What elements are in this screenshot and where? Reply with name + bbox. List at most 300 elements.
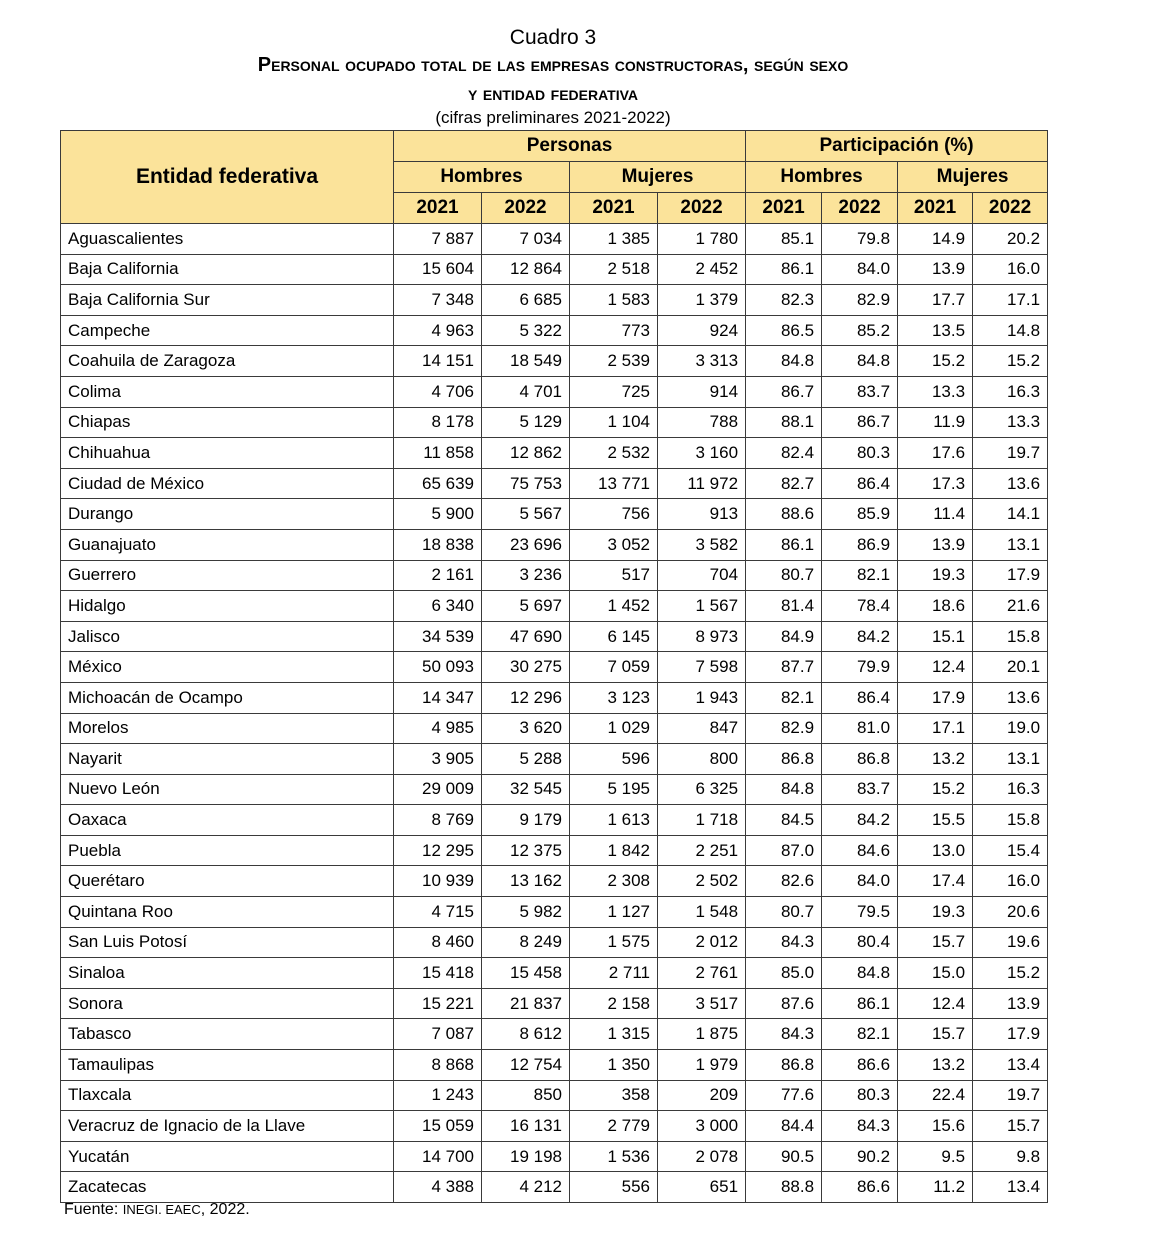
cell-value: 4 212 bbox=[482, 1172, 570, 1203]
header-participacion: Participación (%) bbox=[746, 131, 1048, 162]
cell-value: 3 160 bbox=[658, 438, 746, 469]
cell-entidad: Colima bbox=[61, 376, 394, 407]
cell-value: 1 548 bbox=[658, 897, 746, 928]
cell-value: 65 639 bbox=[394, 468, 482, 499]
cell-value: 21 837 bbox=[482, 988, 570, 1019]
cell-value: 82.1 bbox=[822, 1019, 898, 1050]
cell-value: 913 bbox=[658, 499, 746, 530]
cell-value: 19.7 bbox=[973, 438, 1048, 469]
cell-value: 84.0 bbox=[822, 254, 898, 285]
cell-value: 1 127 bbox=[570, 897, 658, 928]
cell-value: 788 bbox=[658, 407, 746, 438]
table-row bbox=[61, 805, 1048, 836]
cell-value: 34 539 bbox=[394, 621, 482, 652]
table-row bbox=[61, 682, 1048, 713]
cell-value: 13.6 bbox=[973, 468, 1048, 499]
cell-value: 16.0 bbox=[973, 254, 1048, 285]
cell-value: 85.0 bbox=[746, 958, 822, 989]
cell-value: 2 308 bbox=[570, 866, 658, 897]
table-title-line1: Personal ocupado total de las empresas constructoras, según sexo bbox=[257, 54, 849, 76]
cell-value: 15.2 bbox=[973, 958, 1048, 989]
cell-value: 84.3 bbox=[746, 1019, 822, 1050]
header-year: 2021 bbox=[898, 193, 973, 224]
cell-value: 847 bbox=[658, 713, 746, 744]
cell-value: 23 696 bbox=[482, 529, 570, 560]
cell-value: 704 bbox=[658, 560, 746, 591]
cell-value: 82.6 bbox=[746, 866, 822, 897]
cell-value: 15.2 bbox=[898, 346, 973, 377]
table-row bbox=[61, 560, 1048, 591]
cell-value: 3 620 bbox=[482, 713, 570, 744]
cell-value: 13.9 bbox=[973, 988, 1048, 1019]
cell-entidad: Baja California bbox=[61, 254, 394, 285]
cell-value: 86.8 bbox=[746, 1050, 822, 1081]
cell-value: 15.4 bbox=[973, 835, 1048, 866]
cell-value: 3 123 bbox=[570, 682, 658, 713]
cell-value: 914 bbox=[658, 376, 746, 407]
cell-value: 15.8 bbox=[973, 805, 1048, 836]
table-row bbox=[61, 621, 1048, 652]
cell-value: 15.7 bbox=[973, 1111, 1048, 1142]
cell-value: 1 315 bbox=[570, 1019, 658, 1050]
cell-value: 20.6 bbox=[973, 897, 1048, 928]
cell-value: 81.0 bbox=[822, 713, 898, 744]
table-row bbox=[61, 927, 1048, 958]
cell-value: 5 129 bbox=[482, 407, 570, 438]
cell-entidad: Puebla bbox=[61, 835, 394, 866]
cell-value: 15 458 bbox=[482, 958, 570, 989]
cell-value: 13.3 bbox=[973, 407, 1048, 438]
table-row bbox=[61, 866, 1048, 897]
cell-value: 17.3 bbox=[898, 468, 973, 499]
table-row bbox=[61, 315, 1048, 346]
cell-value: 7 087 bbox=[394, 1019, 482, 1050]
cell-value: 12 296 bbox=[482, 682, 570, 713]
cell-value: 20.2 bbox=[973, 224, 1048, 255]
cell-entidad: Campeche bbox=[61, 315, 394, 346]
cell-value: 13.9 bbox=[898, 529, 973, 560]
table-row bbox=[61, 988, 1048, 1019]
cell-value: 5 288 bbox=[482, 744, 570, 775]
cell-value: 18 549 bbox=[482, 346, 570, 377]
cell-value: 29 009 bbox=[394, 774, 482, 805]
cell-value: 1 379 bbox=[658, 285, 746, 316]
cell-value: 86.4 bbox=[822, 682, 898, 713]
cell-value: 4 985 bbox=[394, 713, 482, 744]
cell-value: 9.8 bbox=[973, 1141, 1048, 1172]
cell-value: 16.3 bbox=[973, 774, 1048, 805]
cell-entidad: Yucatán bbox=[61, 1141, 394, 1172]
cell-entidad: Quintana Roo bbox=[61, 897, 394, 928]
table-row bbox=[61, 1080, 1048, 1111]
cell-value: 2 761 bbox=[658, 958, 746, 989]
cell-value: 14.8 bbox=[973, 315, 1048, 346]
cell-value: 86.8 bbox=[746, 744, 822, 775]
cell-value: 1 979 bbox=[658, 1050, 746, 1081]
table-row bbox=[61, 652, 1048, 683]
table-header bbox=[61, 131, 1048, 224]
cell-value: 3 905 bbox=[394, 744, 482, 775]
cell-value: 1 567 bbox=[658, 591, 746, 622]
cell-value: 86.6 bbox=[822, 1172, 898, 1203]
cell-value: 80.3 bbox=[822, 438, 898, 469]
cell-value: 19 198 bbox=[482, 1141, 570, 1172]
table-row bbox=[61, 1141, 1048, 1172]
cell-value: 22.4 bbox=[898, 1080, 973, 1111]
cell-value: 11.2 bbox=[898, 1172, 973, 1203]
cell-value: 86.1 bbox=[746, 254, 822, 285]
cell-entidad: Querétaro bbox=[61, 866, 394, 897]
cell-value: 800 bbox=[658, 744, 746, 775]
cell-value: 3 000 bbox=[658, 1111, 746, 1142]
cell-value: 3 582 bbox=[658, 529, 746, 560]
cell-value: 86.1 bbox=[822, 988, 898, 1019]
cell-value: 13 771 bbox=[570, 468, 658, 499]
cell-entidad: Nayarit bbox=[61, 744, 394, 775]
cell-value: 18.6 bbox=[898, 591, 973, 622]
cell-entidad: Oaxaca bbox=[61, 805, 394, 836]
table-row bbox=[61, 346, 1048, 377]
cell-value: 50 093 bbox=[394, 652, 482, 683]
cell-value: 19.3 bbox=[898, 560, 973, 591]
cell-value: 78.4 bbox=[822, 591, 898, 622]
cell-value: 11.4 bbox=[898, 499, 973, 530]
cell-value: 21.6 bbox=[973, 591, 1048, 622]
table-row bbox=[61, 529, 1048, 560]
table-row bbox=[61, 1111, 1048, 1142]
cell-value: 87.7 bbox=[746, 652, 822, 683]
cell-value: 17.9 bbox=[898, 682, 973, 713]
cell-value: 16.0 bbox=[973, 866, 1048, 897]
cell-value: 84.6 bbox=[822, 835, 898, 866]
cell-value: 3 236 bbox=[482, 560, 570, 591]
cell-value: 83.7 bbox=[822, 774, 898, 805]
cell-value: 8 178 bbox=[394, 407, 482, 438]
cell-value: 88.6 bbox=[746, 499, 822, 530]
cell-value: 75 753 bbox=[482, 468, 570, 499]
table-row bbox=[61, 285, 1048, 316]
header-year: 2022 bbox=[658, 193, 746, 224]
cell-value: 13.4 bbox=[973, 1050, 1048, 1081]
cell-value: 209 bbox=[658, 1080, 746, 1111]
cell-value: 13.1 bbox=[973, 529, 1048, 560]
cell-value: 2 539 bbox=[570, 346, 658, 377]
cell-value: 14.9 bbox=[898, 224, 973, 255]
cell-value: 84.4 bbox=[746, 1111, 822, 1142]
table-label: Cuadro 3 bbox=[509, 26, 597, 49]
cell-value: 1 575 bbox=[570, 927, 658, 958]
cell-value: 83.7 bbox=[822, 376, 898, 407]
cell-value: 79.5 bbox=[822, 897, 898, 928]
cell-value: 2 532 bbox=[570, 438, 658, 469]
cell-value: 1 718 bbox=[658, 805, 746, 836]
cell-value: 84.3 bbox=[822, 1111, 898, 1142]
table-body bbox=[61, 224, 1048, 1203]
cell-value: 12 862 bbox=[482, 438, 570, 469]
cell-value: 87.6 bbox=[746, 988, 822, 1019]
cell-value: 80.4 bbox=[822, 927, 898, 958]
header-year: 2022 bbox=[482, 193, 570, 224]
cell-value: 12.4 bbox=[898, 652, 973, 683]
cell-value: 15.2 bbox=[973, 346, 1048, 377]
cell-value: 86.9 bbox=[822, 529, 898, 560]
cell-value: 8 249 bbox=[482, 927, 570, 958]
cell-value: 3 052 bbox=[570, 529, 658, 560]
cell-value: 8 769 bbox=[394, 805, 482, 836]
cell-value: 6 325 bbox=[658, 774, 746, 805]
cell-value: 16 131 bbox=[482, 1111, 570, 1142]
cell-value: 1 875 bbox=[658, 1019, 746, 1050]
table-title-line2: y entidad federativa bbox=[467, 83, 639, 105]
header-year: 2021 bbox=[394, 193, 482, 224]
cell-value: 84.5 bbox=[746, 805, 822, 836]
source-label: Fuente: bbox=[64, 1201, 119, 1218]
cell-value: 6 340 bbox=[394, 591, 482, 622]
cell-value: 86.8 bbox=[822, 744, 898, 775]
cell-value: 12 754 bbox=[482, 1050, 570, 1081]
cell-value: 7 034 bbox=[482, 224, 570, 255]
cell-value: 1 029 bbox=[570, 713, 658, 744]
cell-value: 1 536 bbox=[570, 1141, 658, 1172]
cell-value: 14.1 bbox=[973, 499, 1048, 530]
cell-value: 15.7 bbox=[898, 927, 973, 958]
cell-entidad: México bbox=[61, 652, 394, 683]
header-participacion-mujeres: Mujeres bbox=[898, 162, 1048, 193]
cell-value: 80.7 bbox=[746, 560, 822, 591]
cell-entidad: Morelos bbox=[61, 713, 394, 744]
cell-value: 84.8 bbox=[746, 346, 822, 377]
cell-value: 13.6 bbox=[973, 682, 1048, 713]
table-row bbox=[61, 438, 1048, 469]
cell-value: 5 322 bbox=[482, 315, 570, 346]
cell-value: 358 bbox=[570, 1080, 658, 1111]
cell-value: 13 162 bbox=[482, 866, 570, 897]
table-note: (cifras preliminares 2021-2022) bbox=[435, 108, 671, 127]
cell-value: 13.2 bbox=[898, 1050, 973, 1081]
cell-entidad: Durango bbox=[61, 499, 394, 530]
cell-value: 11.9 bbox=[898, 407, 973, 438]
table-row bbox=[61, 774, 1048, 805]
cell-value: 7 348 bbox=[394, 285, 482, 316]
cell-value: 12 864 bbox=[482, 254, 570, 285]
cell-value: 80.3 bbox=[822, 1080, 898, 1111]
cell-value: 13.1 bbox=[973, 744, 1048, 775]
cell-entidad: Chihuahua bbox=[61, 438, 394, 469]
cell-value: 2 779 bbox=[570, 1111, 658, 1142]
cell-value: 2 518 bbox=[570, 254, 658, 285]
cell-value: 6 145 bbox=[570, 621, 658, 652]
cell-value: 84.9 bbox=[746, 621, 822, 652]
cell-value: 1 385 bbox=[570, 224, 658, 255]
table-row bbox=[61, 744, 1048, 775]
cell-value: 82.4 bbox=[746, 438, 822, 469]
cell-value: 924 bbox=[658, 315, 746, 346]
cell-value: 2 251 bbox=[658, 835, 746, 866]
source-footnote bbox=[64, 1201, 250, 1219]
table-row bbox=[61, 407, 1048, 438]
cell-value: 84.3 bbox=[746, 927, 822, 958]
cell-value: 4 706 bbox=[394, 376, 482, 407]
cell-value: 17.9 bbox=[973, 560, 1048, 591]
cell-entidad: Hidalgo bbox=[61, 591, 394, 622]
cell-value: 84.0 bbox=[822, 866, 898, 897]
cell-value: 2 711 bbox=[570, 958, 658, 989]
cell-value: 86.7 bbox=[746, 376, 822, 407]
cell-value: 4 715 bbox=[394, 897, 482, 928]
cell-value: 77.6 bbox=[746, 1080, 822, 1111]
cell-value: 17.9 bbox=[973, 1019, 1048, 1050]
cell-value: 11 972 bbox=[658, 468, 746, 499]
cell-value: 19.7 bbox=[973, 1080, 1048, 1111]
table-row bbox=[61, 499, 1048, 530]
table-row bbox=[61, 835, 1048, 866]
cell-value: 15.0 bbox=[898, 958, 973, 989]
cell-value: 82.7 bbox=[746, 468, 822, 499]
table-row bbox=[61, 224, 1048, 255]
cell-value: 4 701 bbox=[482, 376, 570, 407]
header-year: 2021 bbox=[570, 193, 658, 224]
cell-entidad: Zacatecas bbox=[61, 1172, 394, 1203]
cell-value: 14 151 bbox=[394, 346, 482, 377]
cell-value: 3 517 bbox=[658, 988, 746, 1019]
cell-entidad: Sinaloa bbox=[61, 958, 394, 989]
cell-value: 1 842 bbox=[570, 835, 658, 866]
cell-value: 15 418 bbox=[394, 958, 482, 989]
cell-value: 16.3 bbox=[973, 376, 1048, 407]
source-name: INEGI. EAEC bbox=[122, 1202, 201, 1217]
cell-value: 84.8 bbox=[746, 774, 822, 805]
header-year: 2022 bbox=[822, 193, 898, 224]
cell-entidad: Tamaulipas bbox=[61, 1050, 394, 1081]
cell-entidad: Guanajuato bbox=[61, 529, 394, 560]
cell-value: 1 243 bbox=[394, 1080, 482, 1111]
table-row bbox=[61, 897, 1048, 928]
cell-value: 14 700 bbox=[394, 1141, 482, 1172]
table-row bbox=[61, 958, 1048, 989]
cell-value: 6 685 bbox=[482, 285, 570, 316]
cell-value: 13.4 bbox=[973, 1172, 1048, 1203]
cell-value: 8 612 bbox=[482, 1019, 570, 1050]
cell-value: 8 460 bbox=[394, 927, 482, 958]
table-row bbox=[61, 254, 1048, 285]
cell-entidad: Aguascalientes bbox=[61, 224, 394, 255]
cell-value: 1 943 bbox=[658, 682, 746, 713]
cell-value: 82.1 bbox=[822, 560, 898, 591]
cell-value: 11 858 bbox=[394, 438, 482, 469]
cell-value: 82.9 bbox=[746, 713, 822, 744]
cell-value: 90.2 bbox=[822, 1141, 898, 1172]
cell-value: 1 104 bbox=[570, 407, 658, 438]
source-year: , 2022. bbox=[200, 1201, 250, 1218]
cell-value: 15 604 bbox=[394, 254, 482, 285]
cell-value: 9.5 bbox=[898, 1141, 973, 1172]
cell-value: 15.8 bbox=[973, 621, 1048, 652]
cell-value: 19.3 bbox=[898, 897, 973, 928]
cell-value: 5 567 bbox=[482, 499, 570, 530]
cell-value: 86.5 bbox=[746, 315, 822, 346]
cell-value: 2 502 bbox=[658, 866, 746, 897]
cell-value: 1 452 bbox=[570, 591, 658, 622]
cell-value: 13.9 bbox=[898, 254, 973, 285]
cell-value: 88.8 bbox=[746, 1172, 822, 1203]
cell-value: 517 bbox=[570, 560, 658, 591]
cell-value: 17.1 bbox=[973, 285, 1048, 316]
cell-value: 596 bbox=[570, 744, 658, 775]
cell-value: 81.4 bbox=[746, 591, 822, 622]
cell-value: 47 690 bbox=[482, 621, 570, 652]
cell-value: 7 598 bbox=[658, 652, 746, 683]
header-entidad: Entidad federativa bbox=[61, 131, 394, 224]
cell-value: 8 973 bbox=[658, 621, 746, 652]
cell-value: 2 158 bbox=[570, 988, 658, 1019]
cell-value: 15.7 bbox=[898, 1019, 973, 1050]
cell-value: 85.2 bbox=[822, 315, 898, 346]
cell-value: 84.2 bbox=[822, 621, 898, 652]
cell-value: 850 bbox=[482, 1080, 570, 1111]
table-row bbox=[61, 1172, 1048, 1203]
cell-value: 15.6 bbox=[898, 1111, 973, 1142]
cell-value: 15.1 bbox=[898, 621, 973, 652]
cell-entidad: Coahuila de Zaragoza bbox=[61, 346, 394, 377]
cell-value: 2 078 bbox=[658, 1141, 746, 1172]
cell-value: 3 313 bbox=[658, 346, 746, 377]
cell-value: 84.2 bbox=[822, 805, 898, 836]
table-row bbox=[61, 591, 1048, 622]
cell-value: 87.0 bbox=[746, 835, 822, 866]
cell-value: 12 295 bbox=[394, 835, 482, 866]
cell-entidad: San Luis Potosí bbox=[61, 927, 394, 958]
cell-value: 86.7 bbox=[822, 407, 898, 438]
cell-value: 18 838 bbox=[394, 529, 482, 560]
cell-value: 86.4 bbox=[822, 468, 898, 499]
header-year: 2021 bbox=[746, 193, 822, 224]
cell-value: 14 347 bbox=[394, 682, 482, 713]
cell-value: 7 059 bbox=[570, 652, 658, 683]
cell-value: 86.1 bbox=[746, 529, 822, 560]
cell-value: 82.9 bbox=[822, 285, 898, 316]
cell-value: 725 bbox=[570, 376, 658, 407]
cell-entidad: Chiapas bbox=[61, 407, 394, 438]
table-row bbox=[61, 713, 1048, 744]
cell-value: 84.8 bbox=[822, 958, 898, 989]
cell-value: 5 900 bbox=[394, 499, 482, 530]
cell-value: 12.4 bbox=[898, 988, 973, 1019]
table-row bbox=[61, 1019, 1048, 1050]
cell-entidad: Tabasco bbox=[61, 1019, 394, 1050]
cell-value: 1 613 bbox=[570, 805, 658, 836]
cell-value: 9 179 bbox=[482, 805, 570, 836]
cell-value: 651 bbox=[658, 1172, 746, 1203]
table-row bbox=[61, 468, 1048, 499]
table-row bbox=[61, 376, 1048, 407]
cell-value: 773 bbox=[570, 315, 658, 346]
table-row bbox=[61, 1050, 1048, 1081]
cell-value: 1 780 bbox=[658, 224, 746, 255]
cell-value: 85.9 bbox=[822, 499, 898, 530]
cell-value: 79.8 bbox=[822, 224, 898, 255]
cell-value: 5 697 bbox=[482, 591, 570, 622]
cell-value: 30 275 bbox=[482, 652, 570, 683]
cell-entidad: Jalisco bbox=[61, 621, 394, 652]
cell-value: 13.3 bbox=[898, 376, 973, 407]
cell-value: 15 059 bbox=[394, 1111, 482, 1142]
cell-value: 7 887 bbox=[394, 224, 482, 255]
header-personas-mujeres: Mujeres bbox=[570, 162, 746, 193]
cell-value: 90.5 bbox=[746, 1141, 822, 1172]
cell-value: 12 375 bbox=[482, 835, 570, 866]
cell-value: 13.5 bbox=[898, 315, 973, 346]
cell-value: 15 221 bbox=[394, 988, 482, 1019]
